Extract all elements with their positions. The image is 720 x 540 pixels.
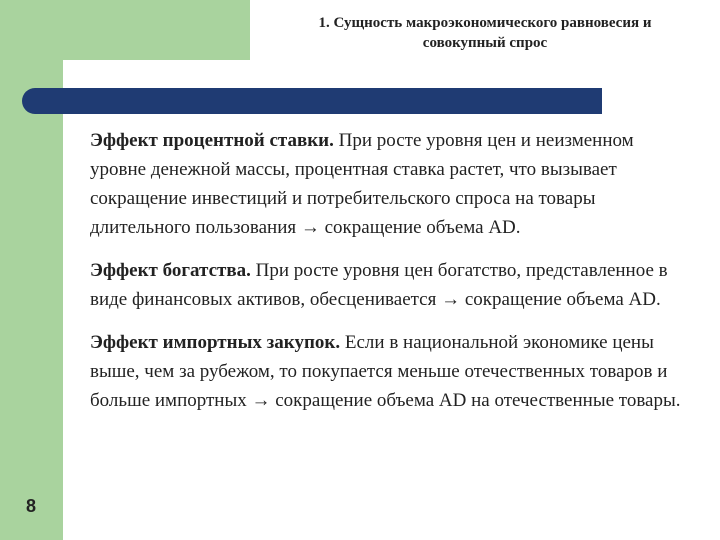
page-number: 8 <box>25 496 36 516</box>
slide-title-line-1: 1. Сущность макроэкономического равновесия и <box>318 15 652 31</box>
top-decoration-block <box>0 0 250 60</box>
effect-term: Эффект богатства. <box>90 260 251 281</box>
side-decoration-band <box>0 0 63 540</box>
slide-title <box>270 13 700 53</box>
effect-interest-rate <box>90 126 690 242</box>
slide-content <box>90 126 690 429</box>
effect-import-purchases <box>90 328 690 415</box>
slide-title-line-2: совокупный спрос <box>422 35 548 51</box>
effect-description: При росте уровня цен богатство, представленное в виде финансовых активов, обесценивается → сокращение объема AD. <box>90 260 668 310</box>
effect-term: Эффект процентной ставки. <box>90 130 334 151</box>
effect-term: Эффект импортных закупок. <box>90 332 341 353</box>
title-underline-bar <box>22 88 602 114</box>
effect-description: При росте уровня цен и неизменном уровне денежной массы, процентная ставка растет, что вызывает сокращение инвестиций и потребительского спроса на товары длительного пользования → сокращение объема AD. <box>90 130 634 238</box>
effect-wealth <box>90 256 690 314</box>
effect-description: Если в национальной экономике цены выше, чем за рубежом, то покупается меньше отечественных товаров и больше импортных → сокращение объема AD на отечественные товары. <box>90 332 681 411</box>
